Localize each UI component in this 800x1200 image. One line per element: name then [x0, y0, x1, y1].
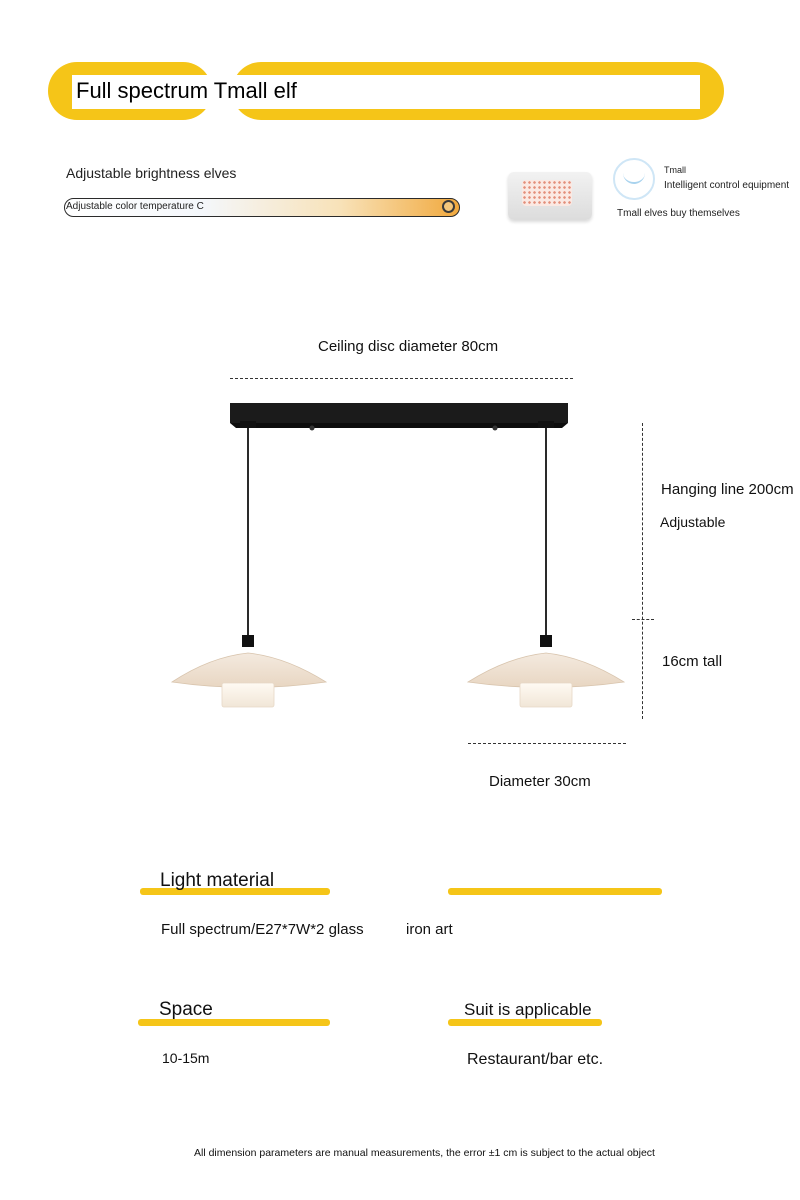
diameter-label: Diameter 30cm	[489, 773, 591, 790]
ceiling-canopy	[230, 403, 568, 431]
page-title: Full spectrum Tmall elf	[76, 78, 297, 103]
hanging-line-label: Hanging line 200cm	[661, 481, 794, 498]
smart-speaker-icon	[508, 172, 592, 220]
adjustable-label: Adjustable	[660, 514, 726, 530]
space-heading: Space	[159, 999, 213, 1020]
suit-value: Restaurant/bar etc.	[467, 1051, 604, 1068]
slider-knob-icon[interactable]	[442, 200, 455, 213]
material-accent-bar-right	[448, 888, 662, 895]
brightness-label: Adjustable brightness elves	[66, 165, 237, 181]
speaker-grill	[522, 180, 572, 206]
diameter-dimension-line	[468, 743, 626, 744]
material-heading: Light material	[160, 870, 275, 891]
material-value-iron: iron art	[406, 921, 453, 938]
lamp-height-label: 16cm tall	[662, 653, 723, 670]
pendant-lamp-right	[468, 421, 624, 707]
ceiling-disc-label: Ceiling disc diameter 80cm	[318, 338, 499, 355]
tmall-control-label: Intelligent control equipment	[664, 180, 790, 191]
measurement-disclaimer: All dimension parameters are manual measurements, the error ±1 cm is subject to the actual object	[194, 1147, 655, 1159]
lamp-height-marker	[632, 619, 654, 620]
pendant-lamp-illustration	[160, 395, 640, 725]
hanging-line-dimension-line	[642, 423, 643, 719]
space-value: 10-15m	[162, 1050, 210, 1066]
ceiling-disc-dimension-line	[230, 378, 573, 379]
tmall-brand-label: Tmall	[664, 165, 686, 175]
tmall-genie-logo-icon	[613, 158, 655, 200]
suit-heading: Suit is applicable	[464, 1000, 592, 1019]
pendant-lamp-left	[172, 421, 326, 707]
color-temperature-label: Adjustable color temperature C	[66, 201, 204, 212]
material-value: Full spectrum/E27*7W*2 glass	[161, 921, 364, 938]
tmall-note-label: Tmall elves buy themselves	[617, 208, 740, 219]
suit-accent-bar	[448, 1019, 602, 1026]
